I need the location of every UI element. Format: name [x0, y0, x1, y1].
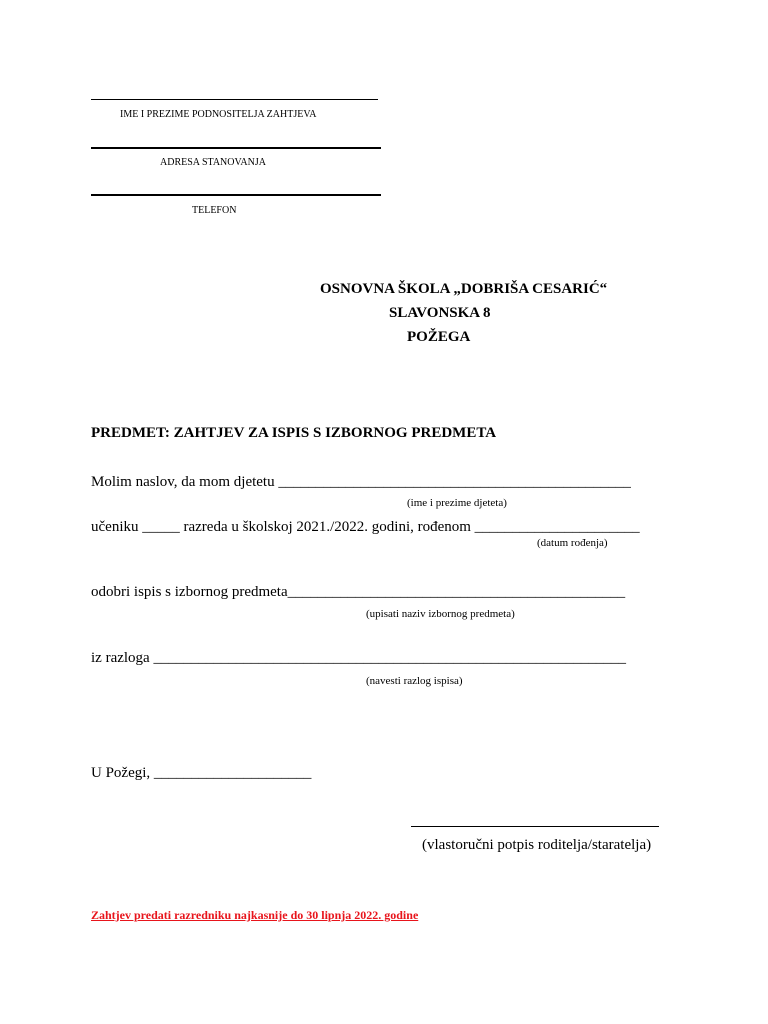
- deadline-note: Zahtjev predati razredniku najkasnije do 30 lipnja 2022. godine: [91, 908, 419, 922]
- address-label: ADRESA STANOVANJA: [160, 157, 266, 168]
- class-year-line: učeniku _____ razreda u školskoj 2021./2022. godini, rođenom ______________________: [91, 519, 640, 535]
- recipient-street: SLAVONSKA 8: [389, 305, 491, 321]
- subject-heading: PREDMET: ZAHTJEV ZA ISPIS S IZBORNOG PREDMETA: [91, 425, 497, 441]
- applicant-name-label: IME I PREZIME PODNOSITELJA ZAHTJEVA: [120, 109, 317, 120]
- recipient-city: POŽEGA: [407, 329, 471, 345]
- reason-hint: (navesti razlog ispisa): [366, 675, 463, 687]
- reason-line: iz razloga _______________________________________________________________: [91, 650, 626, 666]
- applicant-name-line: [91, 99, 378, 100]
- subject-name-hint: (upisati naziv izbornog predmeta): [366, 608, 515, 620]
- child-name-line: Molim naslov, da mom djetetu _______________________________________________: [91, 474, 631, 490]
- recipient-school: OSNOVNA ŠKOLA „DOBRIŠA CESARIĆ“: [320, 281, 608, 297]
- birth-date-hint: (datum rođenja): [537, 537, 608, 549]
- phone-label: TELEFON: [192, 205, 237, 216]
- address-line: [91, 147, 381, 149]
- signature-label: (vlastoručni potpis roditelja/staratelja): [422, 837, 652, 853]
- subject-name-line: odobri ispis s izbornog predmeta_____________________________________________: [91, 584, 626, 600]
- signature-line: [411, 826, 659, 827]
- place-date-line: U Požegi, _____________________: [91, 765, 312, 781]
- child-name-hint: (ime i prezime djeteta): [407, 497, 507, 509]
- phone-line: [91, 194, 381, 196]
